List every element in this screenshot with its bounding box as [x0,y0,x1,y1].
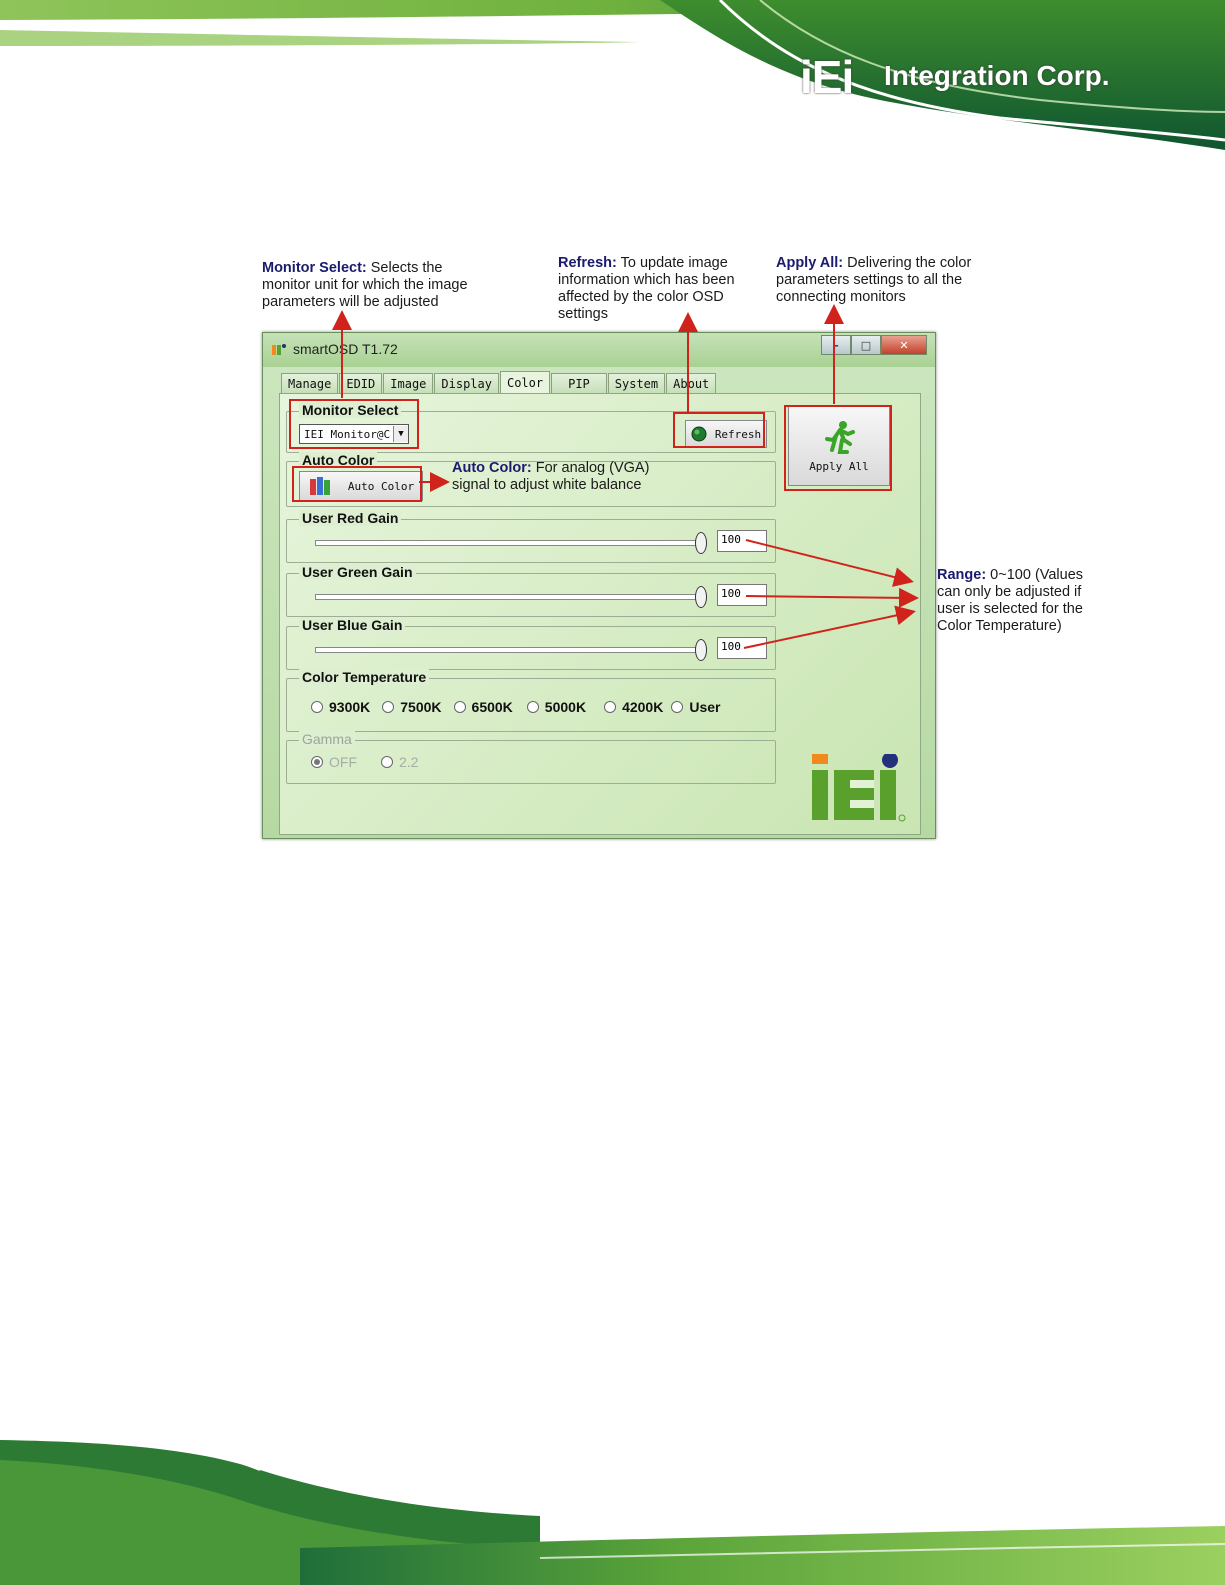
tab-manage[interactable]: Manage [281,373,338,394]
annotation-range-title: Range: [937,567,987,583]
radio-4200k-label: 4200K [622,699,664,715]
minimize-button[interactable]: – [821,335,851,355]
radio-5000k[interactable] [527,699,586,715]
apply-all-button-label: Apply All [809,459,869,473]
radio-5000k-label: 5000K [544,699,587,715]
radio-6500k-label: 6500K [471,699,513,715]
monitor-select-label: Monitor Select [299,402,401,418]
brand-mark: iEi [800,51,854,103]
annotation-refresh-text: To update image information which has been affected by the color OSD settings [558,255,735,322]
radio-dot [381,756,393,768]
gamma-label: Gamma [299,731,355,747]
green-gain-slider-track[interactable] [315,594,699,600]
tab-color[interactable]: Color [500,371,550,394]
radio-dot [671,701,683,713]
annotation-monitor-select [262,260,492,311]
maximize-button[interactable]: □ [851,335,881,355]
chevron-down-icon: ▼ [393,426,408,442]
title-bar[interactable] [263,333,935,367]
red-gain-slider-thumb[interactable] [695,532,707,554]
monitor-select-value: IEI Monitor@C [304,427,391,441]
radio-7500k[interactable] [382,699,441,715]
blue-gain-group [286,617,776,670]
annotation-range [937,567,1097,635]
radio-9300k[interactable] [311,699,370,715]
footer-decoration [0,1440,1225,1585]
radio-gamma-off-label: OFF [329,754,357,770]
auto-color-label: Auto Color [299,452,377,468]
tab-pip[interactable]: PIP [551,373,607,394]
blue-gain-slider-track[interactable] [315,647,699,653]
radio-dot [604,701,616,713]
blue-gain-slider-thumb[interactable] [695,639,707,661]
color-temperature-group [286,669,776,732]
green-gain-label: User Green Gain [299,564,416,580]
iei-watermark-logo [810,754,906,824]
color-temperature-label: Color Temperature [299,669,429,685]
green-gain-input[interactable]: 100 [717,584,767,606]
tab-about[interactable]: About [666,373,716,394]
red-gain-slider-track[interactable] [315,540,699,546]
radio-dot [454,701,466,713]
refresh-button-label: Refresh [714,427,762,441]
radio-gamma-off [311,754,357,770]
annotation-auto-color-text: For analog (VGA) signal to adjust white balance [452,460,650,493]
radio-user-label: User [689,699,721,715]
radio-dot [382,701,394,713]
radio-9300k-label: 9300K [329,699,371,715]
highlight-refresh [673,412,765,448]
red-gain-group [286,510,776,563]
tab-system[interactable]: System [608,373,665,394]
tab-bar [281,373,717,395]
header-decoration [0,0,1225,150]
brand-name: Integration Corp. [884,60,1110,91]
gamma-group [286,731,776,784]
highlight-apply-all [784,405,892,491]
gamma-options [311,754,430,770]
green-gain-slider-thumb[interactable] [695,586,707,608]
close-button[interactable]: ✕ [881,335,927,355]
radio-4200k[interactable] [604,699,663,715]
annotation-auto-color-title: Auto Color: [452,460,532,476]
auto-color-button-label: Auto Color [347,479,415,493]
tab-display[interactable]: Display [434,373,499,394]
color-temperature-options [311,699,732,715]
brand-logo [800,50,1180,110]
blue-gain-input[interactable]: 100 [717,637,767,659]
radio-7500k-label: 7500K [400,699,442,715]
radio-dot-checked [311,756,323,768]
tab-image[interactable]: Image [383,373,433,394]
window-controls [821,335,927,355]
annotation-refresh [558,255,753,323]
radio-dot [311,701,323,713]
annotation-apply-all-text: Delivering the color parameters settings to all the connecting monitors [776,255,972,305]
radio-gamma-22 [381,754,418,770]
radio-dot [527,701,539,713]
highlight-auto-color [292,466,422,502]
highlight-monitor-select [289,399,419,449]
annotation-refresh-title: Refresh: [558,255,617,271]
annotation-monitor-select-title: Monitor Select: [262,260,367,276]
annotation-monitor-select-text: Selects the monitor unit for which the image parameters will be adjusted [262,260,468,310]
annotation-apply-all-title: Apply All: [776,255,844,271]
green-gain-group [286,564,776,617]
radio-user[interactable] [671,699,720,715]
footer-swoosh-graphic [0,1440,1225,1585]
annotation-apply-all [776,255,976,306]
blue-gain-label: User Blue Gain [299,617,405,633]
radio-6500k[interactable] [454,699,513,715]
red-gain-label: User Red Gain [299,510,401,526]
app-icon [271,342,287,358]
window-title: smartOSD T1.72 [293,341,398,357]
red-gain-input[interactable]: 100 [717,530,767,552]
annotation-range-text: 0~100 (Values can only be adjusted if user is selected for the Color Temperature) [937,567,1084,634]
iei-logo-graphic [810,754,906,824]
tab-edid[interactable]: EDID [339,373,382,394]
radio-gamma-22-label: 2.2 [399,754,419,770]
annotation-auto-color [452,460,672,494]
